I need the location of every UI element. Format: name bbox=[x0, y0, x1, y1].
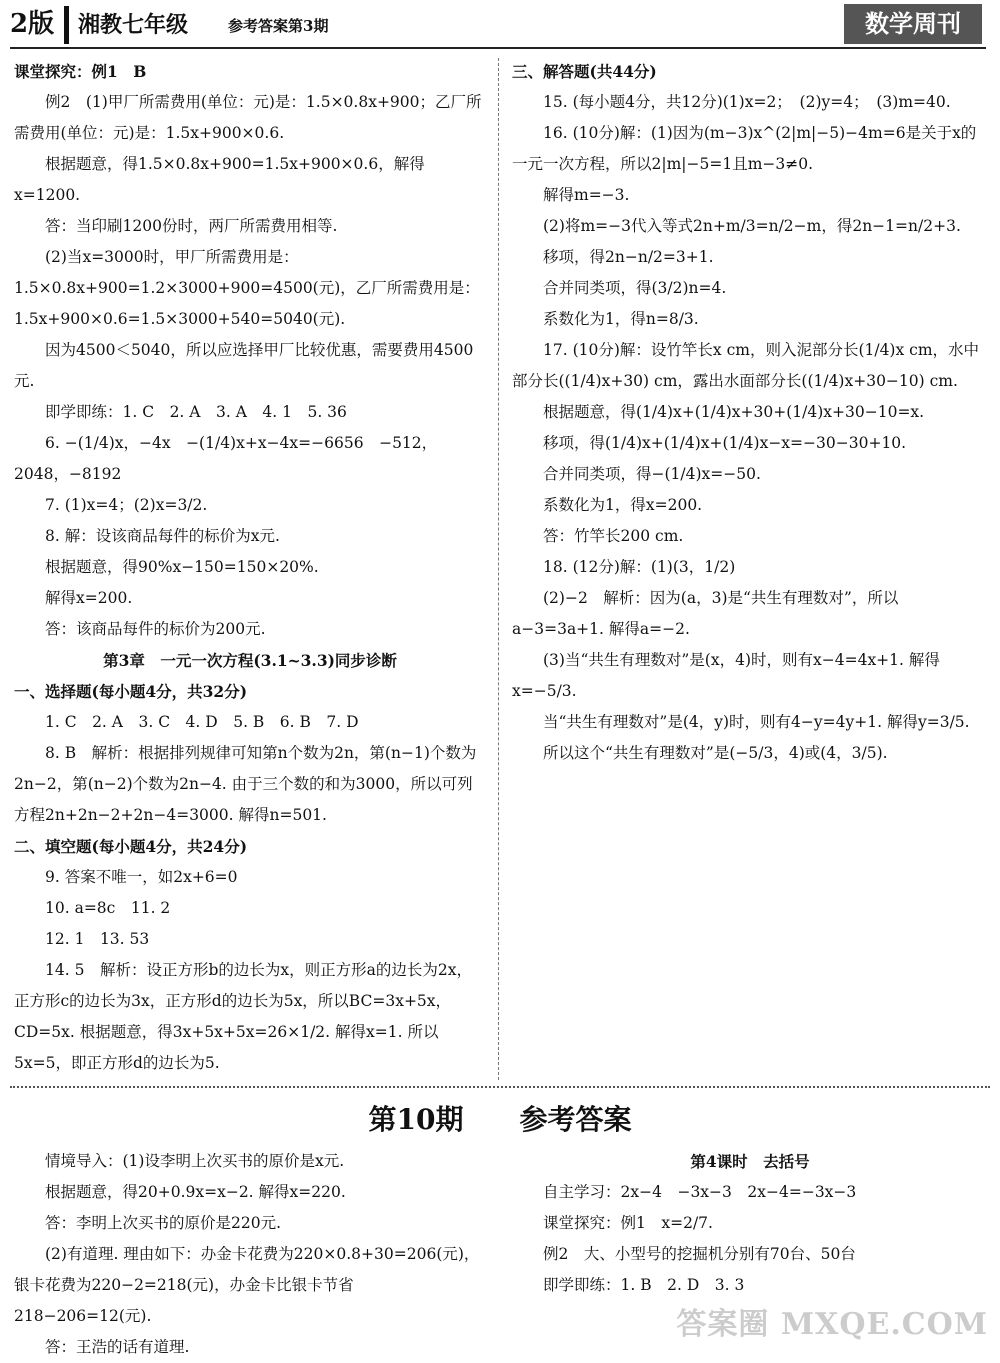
left-line: 根据题意，得90%x−150=150×20%. bbox=[45, 558, 319, 576]
issue-subtitle: 参考答案第3期 bbox=[228, 17, 329, 35]
right-line: 所以这个“共生有理数对”是(−5/3，4)或(4，3/5). bbox=[543, 744, 888, 762]
right-line: (3)当“共生有理数对”是(x，4)时，则有x−4=4x+1. 解得x=−5/3. bbox=[512, 651, 940, 700]
right-line: 16. (10分)解：(1)因为(m−3)x^(2|m|−5)−4m=6是关于x的一元一次方程，所以2|m|−5=1且m−3≠0. bbox=[512, 124, 977, 173]
bottom-right-line: 课堂探究：例1 x=2/7. bbox=[543, 1214, 713, 1232]
bottom-left-line: 答：王浩的话有道理. bbox=[45, 1338, 190, 1356]
left-line: 即学即练：1. C 2. A 3. A 4. 1 5. 36 bbox=[45, 403, 347, 421]
brand-badge: 数学周刊 bbox=[844, 4, 982, 44]
left-line: 第3章 一元一次方程(3.1~3.3)同步诊断 bbox=[103, 651, 397, 670]
left-line: 一、选择题(每小题4分，共32分) bbox=[14, 682, 248, 701]
bottom-left-column bbox=[14, 1146, 486, 1363]
left-line: 例2 (1)甲厂所需费用(单位：元)是：1.5×0.8x+900；乙厂所需费用(单位：元)是：1.5x+900×0.6. bbox=[14, 93, 482, 142]
left-line: 7. (1)x=4；(2)x=3/2. bbox=[45, 496, 208, 514]
left-line: 9. 答案不唯一，如2x+6=0 bbox=[45, 868, 238, 886]
bottom-right-line: 第4课时 去括号 bbox=[690, 1152, 810, 1171]
right-line: 答：竹竿长200 cm. bbox=[543, 527, 684, 545]
left-line: 6. −(1/4)x，−4x −(1/4)x+x−4x=−6656 −512，2048，−8192 bbox=[14, 434, 438, 483]
left-line: 答：该商品每件的标价为200元. bbox=[45, 620, 266, 638]
bottom-left-line: (2)有道理. 理由如下：办金卡花费为220×0.8+30=206(元)，银卡花费为220−2=218(元)，办金卡比银卡节省218−206=12(元). bbox=[14, 1245, 480, 1325]
bottom-right-line: 自主学习：2x−4 −3x−3 2x−4=−3x−3 bbox=[543, 1183, 857, 1201]
column-divider bbox=[498, 58, 499, 1080]
right-line: 系数化为1，得n=8/3. bbox=[543, 310, 699, 328]
right-line: 解得m=−3. bbox=[543, 186, 630, 204]
right-column bbox=[512, 56, 988, 769]
left-line: 答：当印刷1200份时，两厂所需费用相等. bbox=[45, 217, 338, 235]
right-line: 合并同类项，得−(1/4)x=−50. bbox=[543, 465, 761, 483]
right-line: 合并同类项，得(3/2)n=4. bbox=[543, 279, 727, 297]
site-watermark: 答案圈 MXQE.COM bbox=[676, 1307, 988, 1342]
right-line: 当“共生有理数对”是(4，y)时，则有4−y=4y+1. 解得y=3/5. bbox=[543, 713, 970, 731]
left-line: 根据题意，得1.5×0.8x+900=1.5x+900×0.6，解得x=1200. bbox=[14, 155, 425, 204]
left-line: 二、填空题(每小题4分，共24分) bbox=[14, 837, 248, 856]
right-line: (2)−2 解析：因为(a，3)是“共生有理数对”，所以a−3=3a+1. 解得a=−2. bbox=[512, 589, 899, 638]
right-line: 系数化为1，得x=200. bbox=[543, 496, 703, 514]
right-line: 15. (每小题4分，共12分)(1)x=2； (2)y=4； (3)m=40. bbox=[543, 93, 951, 111]
right-line: 根据题意，得(1/4)x+(1/4)x+30+(1/4)x+30−10=x. bbox=[543, 403, 925, 421]
right-line: 18. (12分)解：(1)(3，1/2) bbox=[543, 558, 736, 576]
section-divider bbox=[10, 1086, 990, 1088]
right-line: 三、解答题(共44分) bbox=[512, 62, 657, 81]
left-line: 1. C 2. A 3. C 4. D 5. B 6. B 7. D bbox=[45, 713, 359, 731]
bottom-right-line: 例2 大、小型号的挖掘机分别有70台、50台 bbox=[543, 1245, 856, 1263]
left-line: 10. a=8c 11. 2 bbox=[45, 899, 171, 917]
left-line: 解得x=200. bbox=[45, 589, 133, 607]
bottom-left-line: 根据题意，得20+0.9x=x−2. 解得x=220. bbox=[45, 1183, 346, 1201]
right-line: 17. (10分)解：设竹竿长x cm，则入泥部分长(1/4)x cm，水中部分长((1/4)x+30) cm，露出水面部分长((1/4)x+30−10) cm. bbox=[512, 341, 980, 390]
bottom-right-column bbox=[512, 1146, 988, 1301]
header-divider-bar bbox=[64, 6, 69, 44]
left-column bbox=[14, 56, 486, 1079]
right-line: (2)将m=−3代入等式2n+m/3=n/2−m，得2n−1=n/2+3. bbox=[543, 217, 961, 235]
left-line: 8. 解：设该商品每件的标价为x元. bbox=[45, 527, 280, 545]
page-header bbox=[0, 0, 1000, 50]
left-line: 8. B 解析：根据排列规律可知第n个数为2n，第(n−1)个数为2n−2，第(n−2)个数为2n−4. 由于三个数的和为3000，所以可列方程2n+2n−2+2n−4=3000. 解得n=501. bbox=[14, 744, 477, 824]
right-line: 移项，得2n−n/2=3+1. bbox=[543, 248, 714, 266]
bottom-left-line: 情境导入：(1)设李明上次买书的原价是x元. bbox=[45, 1152, 345, 1170]
bottom-right-line: 即学即练：1. B 2. D 3. 3 bbox=[543, 1276, 745, 1294]
left-line: (2)当x=3000时，甲厂所需费用是：1.5×0.8x+900=1.2×3000+900=4500(元)，乙厂所需费用是：1.5x+900×0.6=1.5×3000+540=5040(元). bbox=[14, 248, 480, 328]
left-line: 12. 1 13. 53 bbox=[45, 930, 150, 948]
left-line: 因为4500＜5040，所以应选择甲厂比较优惠，需要费用4500元. bbox=[14, 341, 474, 390]
issue-title: 第10期 参考答案 bbox=[368, 1103, 632, 1136]
grade-label: 湘教七年级 bbox=[78, 12, 189, 38]
bottom-left-line: 答：李明上次买书的原价是220元. bbox=[45, 1214, 282, 1232]
right-line: 移项，得(1/4)x+(1/4)x+(1/4)x−x=−30−30+10. bbox=[543, 434, 907, 452]
left-line: 14. 5 解析：设正方形b的边长为x，则正方形a的边长为2x，正方形c的边长为3x，正方形d的边长为5x，所以BC=3x+5x，CD=5x. 根据题意，得3x+5x+5x=26×1/2. 解得x=1. 所以5x=5，即正方形d的边长为5. bbox=[14, 961, 472, 1072]
left-line: 课堂探究：例1 B bbox=[14, 62, 147, 81]
header-rule bbox=[10, 47, 986, 49]
edition-label: 2版 bbox=[10, 9, 55, 39]
